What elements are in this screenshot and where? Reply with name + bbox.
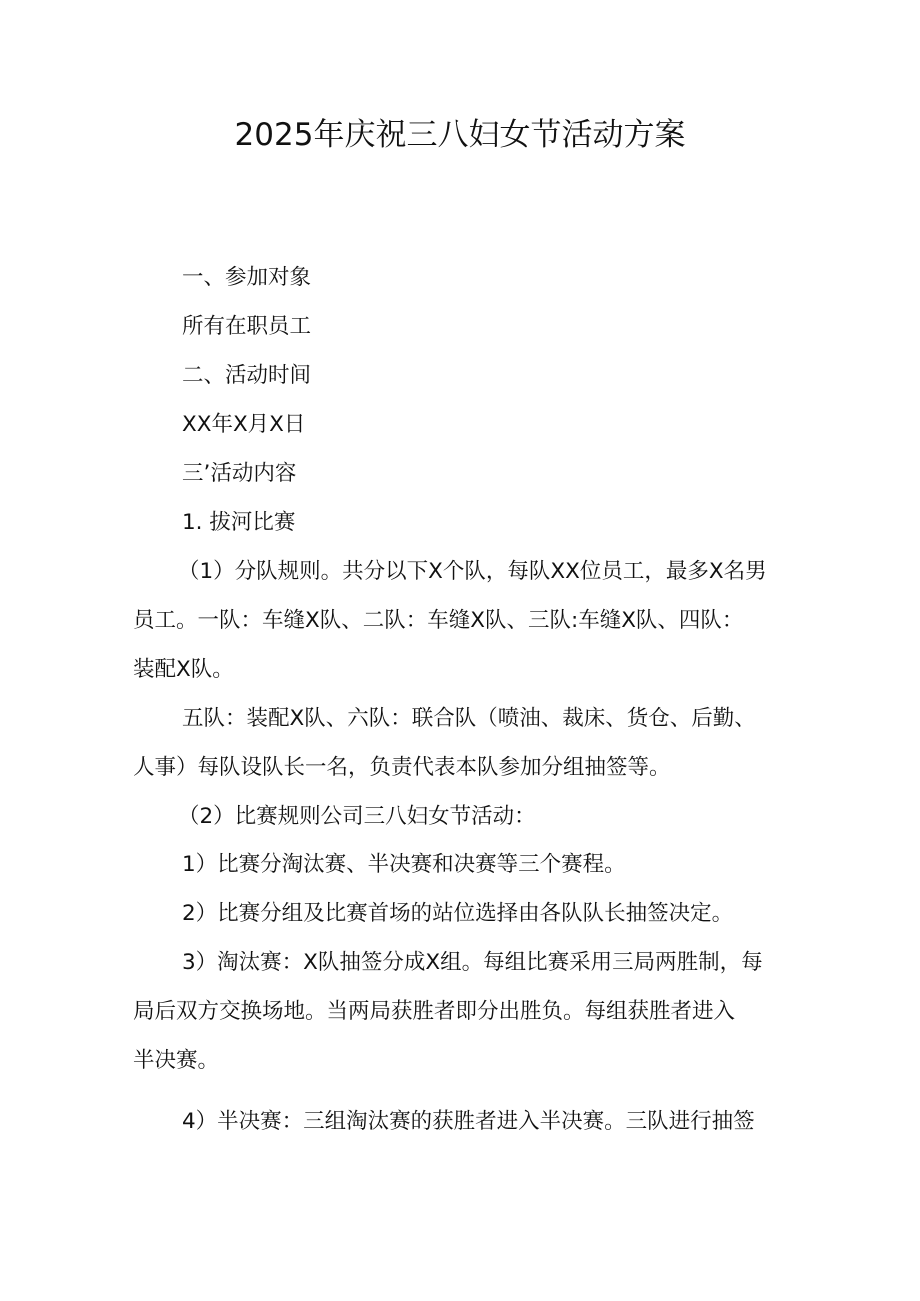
paragraph-line: （1）分队规则。共分以下X个队，每队XX位员工，最多X名男	[178, 559, 767, 584]
paragraph-line: 半决赛。	[133, 1048, 220, 1073]
paragraph-participants: 所有在职员工	[182, 314, 312, 339]
paragraph-line: 1）比赛分淘汰赛、半决赛和决赛等三个赛程。	[182, 852, 626, 877]
paragraph-line: 3）淘汰赛：X队抽签分成X组。每组比赛采用三局两胜制，每	[182, 950, 763, 975]
section-heading-time: 二、活动时间	[182, 363, 312, 388]
subsection-heading-tug-of-war: 1. 拔河比赛	[182, 510, 296, 535]
paragraph-line: 4）半决赛：三组淘汰赛的获胜者进入半决赛。三队进行抽签	[182, 1109, 755, 1134]
paragraph-line: 装配X队。	[133, 657, 234, 682]
section-heading-participants: 一、参加对象	[182, 265, 312, 290]
paragraph-line: 人事）每队设队长一名，负责代表本队参加分组抽签等。	[133, 755, 671, 780]
paragraph-line: 五队：装配X队、六队：联合队（喷油、裁床、货仓、后勤、	[182, 706, 756, 731]
paragraph-line: 2）比赛分组及比赛首场的站位选择由各队队长抽签决定。	[182, 901, 734, 926]
paragraph-line: 局后双方交换场地。当两局获胜者即分出胜负。每组获胜者进入	[133, 999, 736, 1024]
document-title: 2025年庆祝三八妇女节活动方案	[234, 117, 686, 153]
paragraph-time: XX年X月X日	[182, 412, 306, 437]
paragraph-line: （2）比赛规则公司三八妇女节活动：	[178, 804, 536, 829]
paragraph-line: 员工。一队：车缝X队、二队：车缝X队、三队:车缝X队、四队：	[133, 608, 744, 633]
section-heading-content: 三’活动内容	[182, 461, 297, 486]
